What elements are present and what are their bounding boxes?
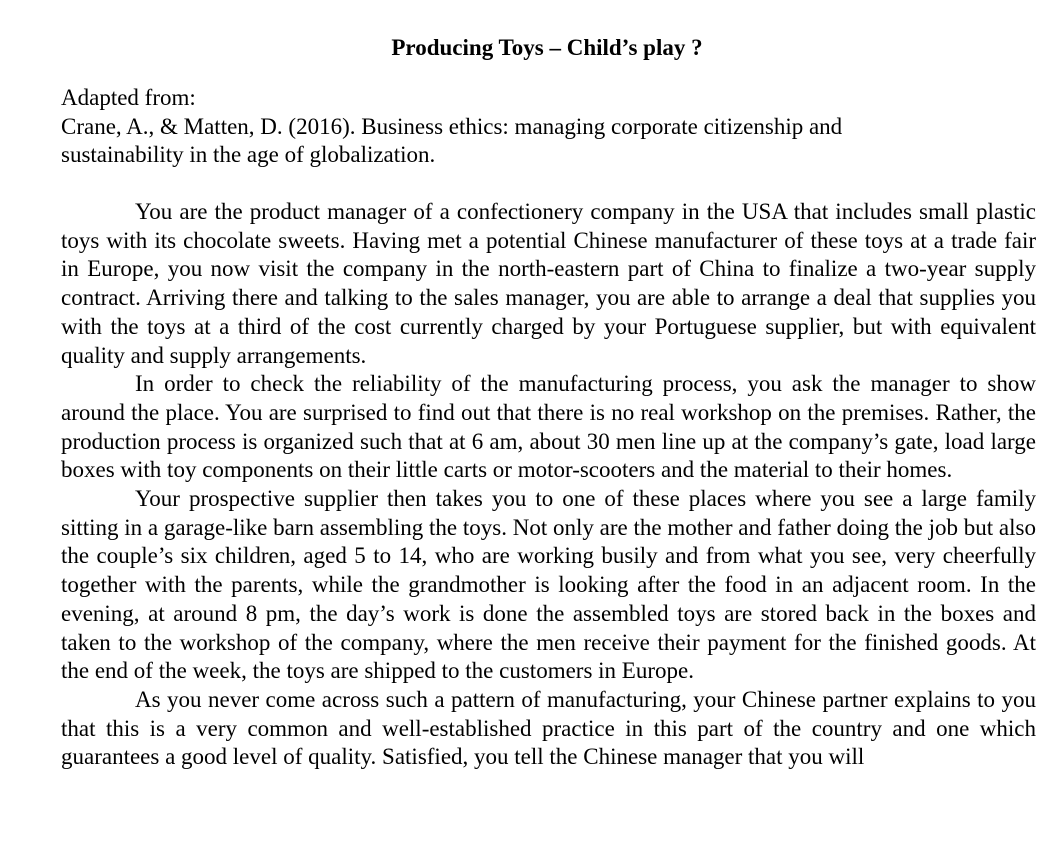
document-title: Producing Toys – Child’s play ?	[391, 35, 703, 60]
paragraph-1: You are the product manager of a confectionery company in the USA that includes small plastic toys with its chocolate sweets. Having met a potential Chinese manufacturer of these toys at a trade fair in Europe, you now visit the company in the north-eastern part of China to finalize a two-year supply contract. Arriving there and talking to the sales manager, you are able to arrange a deal that supplies you with the toys at a third of the cost currently charged by your Portuguese supplier, but with equivalent quality and supply arrangements.	[61, 199, 1036, 368]
source-intro: Adapted from:	[61, 85, 196, 110]
source-citation: Crane, A., & Matten, D. (2016). Business ethics: managing corporate citizenship and sustainability in the age of globalization.	[61, 113, 843, 167]
case-text	[61, 198, 1036, 772]
paragraph-4: As you never come across such a pattern of manufacturing, your Chinese partner explains to you that this is a very common and well-established practice in this part of the country and one which guarantees a good level of quality. Satisfied, you tell the Chinese manager that you will	[61, 686, 1036, 770]
source-citation-block	[61, 84, 961, 170]
paragraph-2: In order to check the reliability of the manufacturing process, you ask the manager to show around the place. You are surprised to find out that there is no real workshop on the premises. Rather, the production process is organized such that at 6 am, about 30 men line up at the company’s gate, load large boxes with toy components on their little carts or motor-scooters and the material to their homes.	[61, 371, 1036, 483]
paragraph-3: Your prospective supplier then takes you to one of these places where you see a large family sitting in a garage-like barn assembling the toys. Not only are the mother and father doing the job but also the couple’s six children, aged 5 to 14, who are working busily and from what you see, very cheerfully together with the parents, while the grandmother is looking after the food in an adjacent room. In the evening, at around 8 pm, the day’s work is done the assembled toys are stored back in the boxes and taken to the workshop of the company, where the men receive their payment for the finished goods. At the end of the week, the toys are shipped to the customers in Europe.	[61, 486, 1036, 684]
